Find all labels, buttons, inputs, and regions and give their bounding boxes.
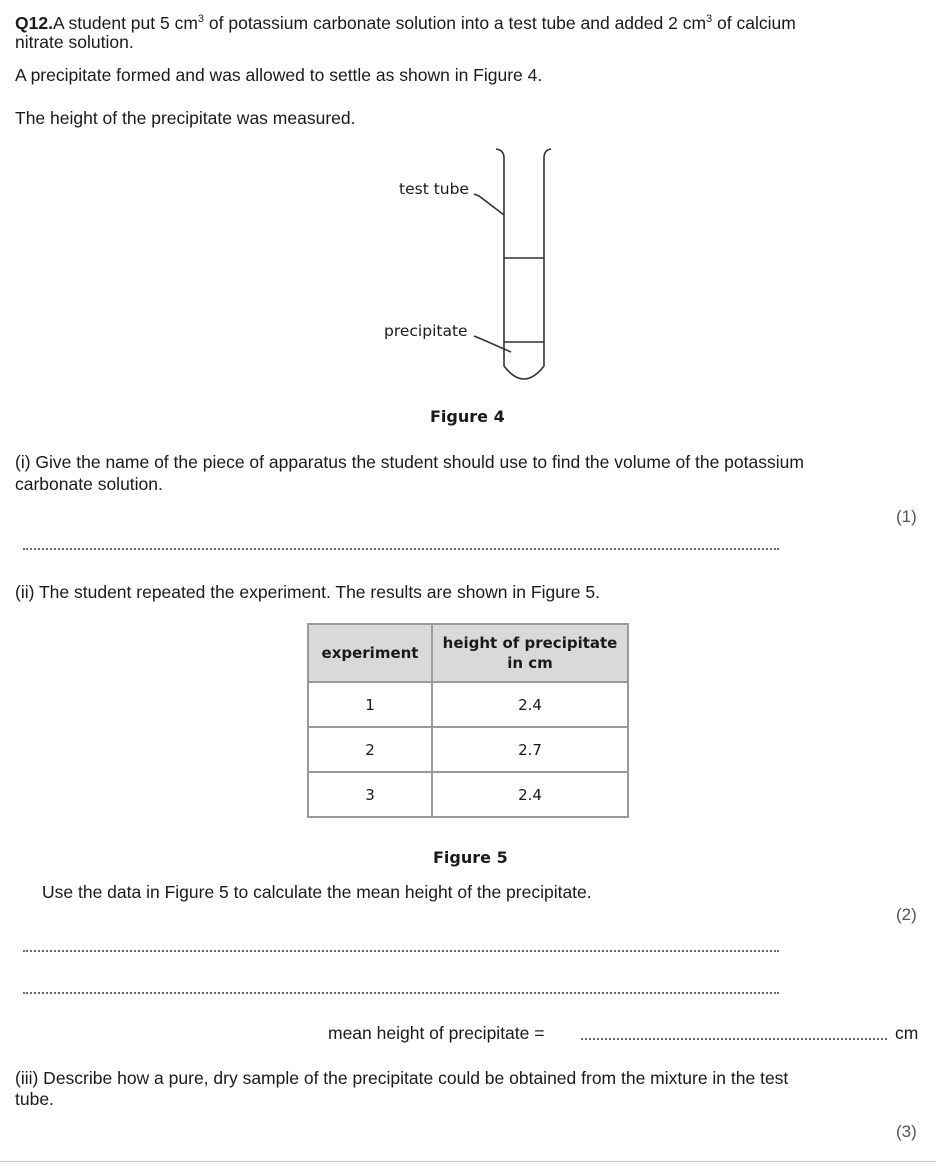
mean-height-unit: cm (895, 1023, 919, 1043)
cell-height: 2.7 (432, 727, 628, 772)
superscript-3: 3 (197, 13, 205, 25)
question-number: Q12. (15, 12, 53, 33)
question-intro (15, 9, 796, 34)
part-i-line-1: (i) Give the name of the piece of apparatus the student should use to find the volume of the potassium (15, 452, 804, 472)
table-header-row (308, 624, 628, 682)
table-row (308, 772, 628, 817)
working-line-2[interactable] (23, 992, 779, 994)
part-iii-line-2: tube. (15, 1089, 54, 1109)
intro-paragraph-3: The height of the precipitate was measured. (15, 108, 356, 128)
header-height-line-1: height of precipitate (442, 634, 618, 652)
table-row (308, 682, 628, 727)
intro-paragraph-2: A precipitate formed and was allowed to settle as shown in Figure 4. (15, 65, 543, 85)
intro-line-2: nitrate solution. (15, 32, 134, 52)
part-i-line-2: carbonate solution. (15, 474, 163, 494)
part-ii-marks: (2) (896, 905, 917, 924)
cell-height: 2.4 (432, 772, 628, 817)
table-row (308, 727, 628, 772)
header-experiment: experiment (308, 624, 432, 682)
figure-5-caption: Figure 5 (433, 848, 508, 867)
cell-experiment: 2 (308, 727, 432, 772)
test-tube-diagram (470, 140, 560, 390)
working-line-1[interactable] (23, 950, 779, 952)
header-height-line-2: in cm (507, 654, 553, 672)
part-i-marks: (1) (896, 507, 917, 526)
figure-4-caption: Figure 4 (430, 407, 505, 426)
header-height (432, 624, 628, 682)
superscript-3: 3 (706, 13, 713, 25)
intro-text-a: A student put 5 cm (52, 12, 198, 33)
page-bottom-divider (0, 1161, 936, 1162)
part-iii-marks: (3) (896, 1122, 917, 1141)
tube-rim-left (496, 149, 504, 158)
intro-text-c: of calcium (712, 12, 796, 33)
tube-body (504, 158, 544, 379)
part-ii-text: (ii) The student repeated the experiment. The results are shown in Figure 5. (15, 582, 600, 602)
part-iii-line-1: (iii) Describe how a pure, dry sample of the precipitate could be obtained from the mixture in the test (15, 1068, 789, 1088)
tube-rim-right (544, 149, 551, 158)
cell-height: 2.4 (432, 682, 628, 727)
intro-text-b: of potassium carbonate solution into a test tube and added 2 cm (204, 12, 707, 33)
precipitate-pointer (474, 336, 511, 352)
label-test-tube: test tube (399, 180, 469, 198)
results-table (307, 623, 629, 818)
cell-experiment: 3 (308, 772, 432, 817)
test-tube-pointer (474, 194, 504, 215)
part-ii-instruction: Use the data in Figure 5 to calculate the mean height of the precipitate. (42, 882, 592, 902)
mean-height-answer-line[interactable] (581, 1038, 887, 1040)
cell-experiment: 1 (308, 682, 432, 727)
label-precipitate: precipitate (384, 322, 468, 340)
mean-height-label: mean height of precipitate = (328, 1023, 545, 1043)
answer-line-part-i[interactable] (23, 548, 779, 550)
